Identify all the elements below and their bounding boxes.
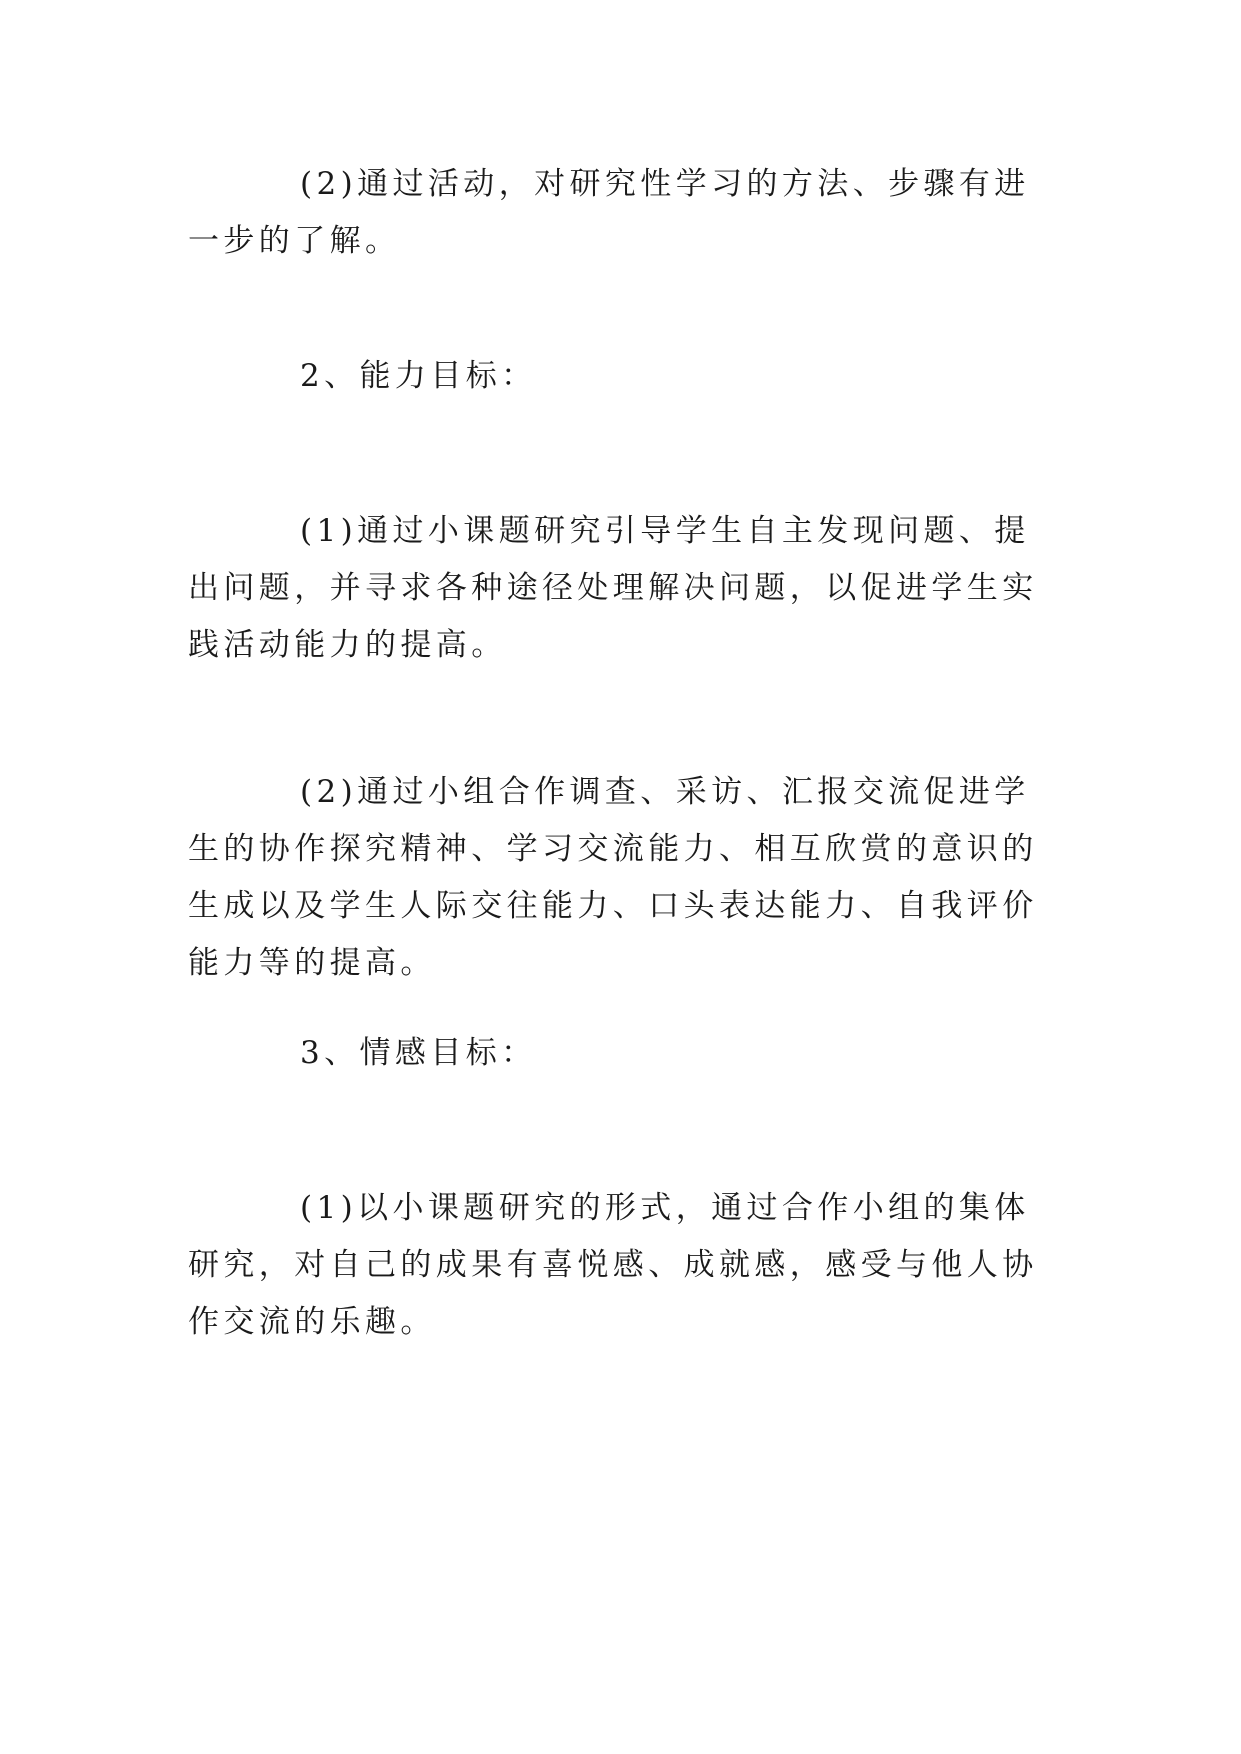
paragraph-method-understanding: (2)通过活动，对研究性学习的方法、步骤有进一步的了解。 [188,166,1030,259]
paragraph-problem-solving: (1)通过小课题研究引导学生自主发现问题、提出问题，并寻求各种途径处理解决问题，以促进学生实践活动能力的提高。 [188,513,1038,663]
paragraph-group-cooperation: (2)通过小组合作调查、采访、汇报交流促进学生的协作探究精神、学习交流能力、相互欣赏的意识的生成以及学生人际交往能力、口头表达能力、自我评价能力等的提高。 [188,774,1038,981]
heading-emotion-goals: 3、情感目标： [300,1035,537,1071]
heading-ability-goals: 2、能力目标： [300,358,537,394]
paragraph-research-joy: (1)以小课题研究的形式，通过合作小组的集体研究，对自己的成果有喜悦感、成就感，感受与他人协作交流的乐趣。 [188,1190,1038,1340]
